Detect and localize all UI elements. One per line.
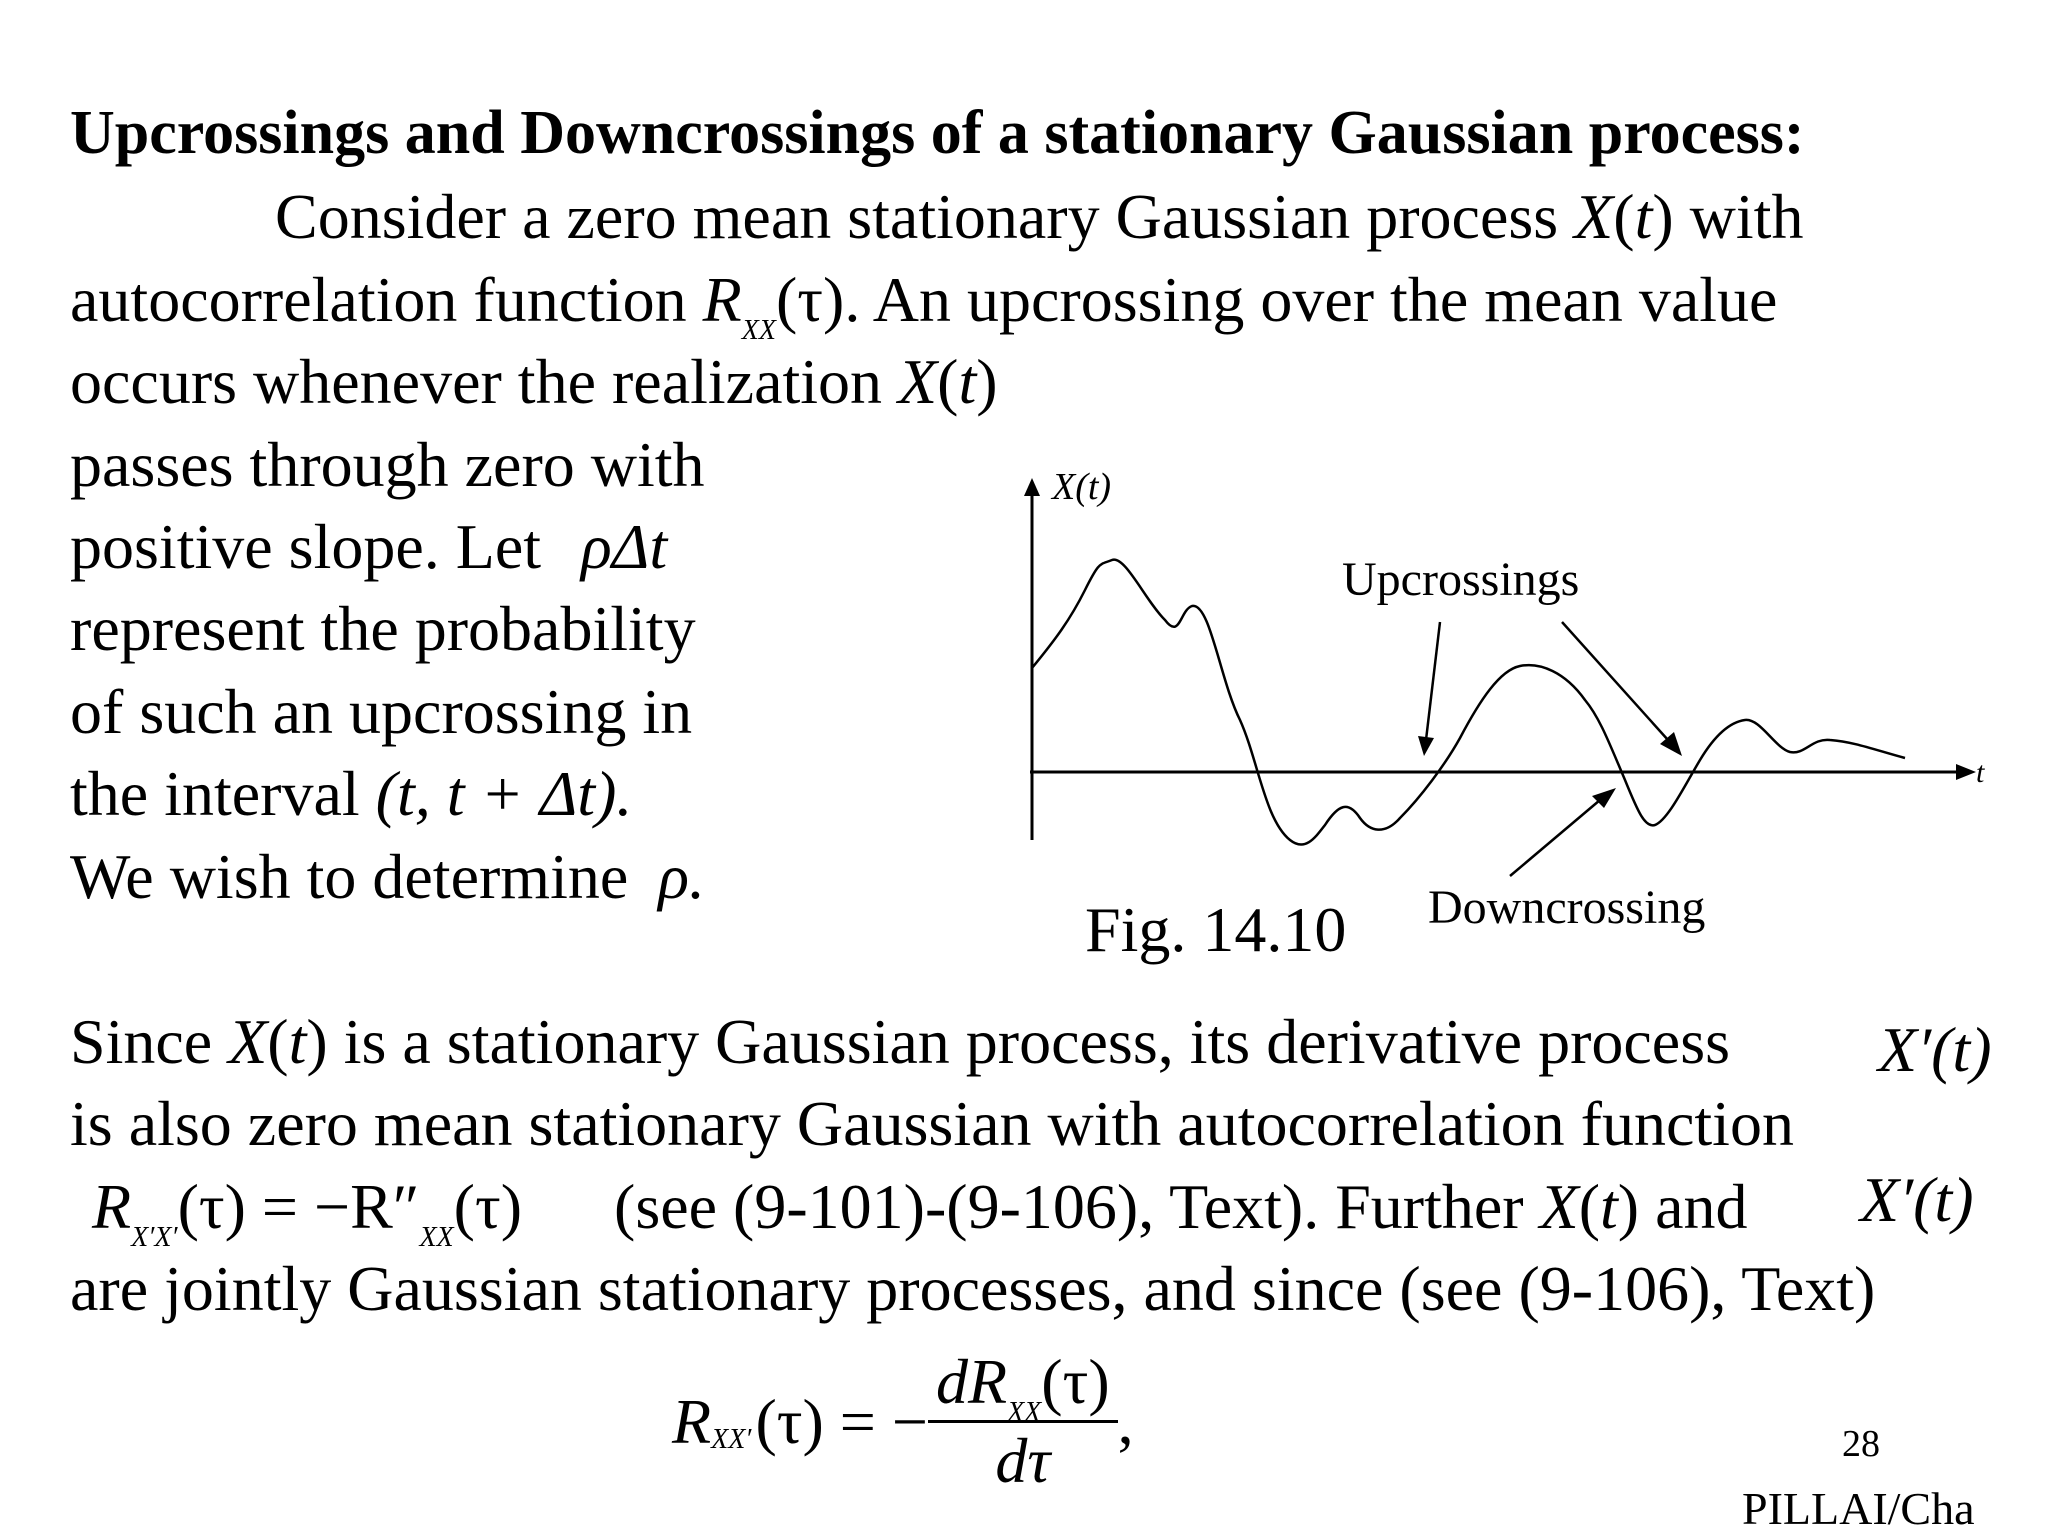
para1-line3-t: t xyxy=(958,346,977,417)
eq-lhs-tau: (τ) = − xyxy=(755,1385,928,1457)
equation xyxy=(672,1346,1134,1496)
eq-num-d: dR xyxy=(935,1346,1008,1417)
para2-line3-text-b: (see (9-101)-(9-106), Text). Further xyxy=(614,1171,1540,1242)
para2-line1-text-b: ) is a stationary Gaussian process, its derivative process xyxy=(306,1006,1730,1077)
x-axis-arrow-icon xyxy=(1956,764,1976,780)
x-axis-label: t xyxy=(1976,756,1985,789)
para2-mid: (τ) = −R″ xyxy=(177,1171,420,1242)
downcrossing-label: Downcrossing xyxy=(1428,881,1706,934)
upcrossing-pointer-2 xyxy=(1562,622,1668,740)
left-line1: passes through zero with xyxy=(70,429,705,500)
derivative-process-math: X′(t) xyxy=(1878,1014,1992,1085)
para1-line2-tau: (τ). xyxy=(775,264,861,335)
left-line5-text: the interval xyxy=(70,758,376,829)
para2-sub1: X′X′ xyxy=(131,1222,178,1253)
left-line2-text: positive slope. Let xyxy=(70,511,558,582)
para1-line2-R: R xyxy=(702,264,742,335)
para1-line1-text-a: Consider a zero mean stationary Gaussian process xyxy=(275,181,1575,252)
para2-line3-math xyxy=(92,1171,522,1253)
para2-line3-text-c: ) and xyxy=(1617,1171,1748,1242)
y-axis-arrow-icon xyxy=(1024,478,1040,496)
eq-lhs-R: R xyxy=(672,1385,712,1457)
upcrossing-pointer-1 xyxy=(1426,622,1440,740)
para1-line3-text-a: occurs whenever the realization xyxy=(70,346,899,417)
para2-line3-t: t xyxy=(1600,1171,1618,1242)
downcrossing-pointer xyxy=(1510,800,1600,876)
author-footer: PILLAI/Cha xyxy=(1742,1483,1975,1534)
rho-math: ρ. xyxy=(658,841,705,912)
para2-R: R xyxy=(92,1171,132,1242)
para2-line3-X: X xyxy=(1539,1171,1579,1242)
eq-trail: , xyxy=(1117,1385,1134,1457)
para1-line1-t: t xyxy=(1634,181,1653,252)
eq-numerator xyxy=(928,1346,1118,1428)
upcrossings-label: Upcrossings xyxy=(1342,553,1580,606)
para2-line4: are jointly Gaussian stationary processes, and since (see (9-106), Text) xyxy=(70,1253,1876,1324)
para1-line3-X: X xyxy=(898,346,938,417)
y-axis-label: X(t) xyxy=(1052,466,1112,508)
para2-line3-paren: ( xyxy=(1578,1171,1600,1242)
eq-denominator: dτ xyxy=(995,1425,1051,1496)
eq-lhs-sub: XX′ xyxy=(711,1423,752,1455)
para2-line2: is also zero mean stationary Gaussian with autocorrelation function xyxy=(70,1088,1794,1159)
para1-line3-text-b: ) xyxy=(976,346,998,417)
left-line6-text: We wish to determine xyxy=(70,841,645,912)
para2-line1 xyxy=(70,1006,1730,1077)
para2-line1-text-a: Since xyxy=(70,1006,229,1077)
page-number: 28 xyxy=(1842,1423,1880,1465)
left-line4: of such an upcrossing in xyxy=(70,676,693,747)
eq-num-sub: XX xyxy=(1007,1397,1042,1428)
para2-line1-X: X xyxy=(228,1006,268,1077)
rho-delta-t: ρΔt xyxy=(581,511,668,582)
upcrossing-arrow-1-icon xyxy=(1418,736,1434,756)
para1-line2-sub: XX xyxy=(741,315,776,346)
para1-line1-paren: ( xyxy=(1613,181,1635,252)
page-title: Upcrossings and Downcrossings of a stationary Gaussian process: xyxy=(70,99,1805,167)
para1-line3-paren: ( xyxy=(937,346,959,417)
eq-fraction xyxy=(928,1346,1118,1496)
figure-caption: Fig. 14.10 xyxy=(1085,894,1347,965)
para2-line1-paren: ( xyxy=(267,1006,289,1077)
para1-line2-text-b: An upcrossing over the mean value xyxy=(860,264,1778,335)
para2-tau: (τ) xyxy=(453,1171,522,1242)
para1-line2-text-a: autocorrelation function xyxy=(70,264,703,335)
derivative-process-math-2: X′(t) xyxy=(1860,1164,1974,1235)
para2-line1-t: t xyxy=(288,1006,307,1077)
para1-line1-X: X xyxy=(1574,181,1614,252)
left-line3: represent the probability xyxy=(70,593,696,664)
para1-line1-text-b: ) with xyxy=(1652,181,1804,252)
para2-line3 xyxy=(614,1171,1748,1242)
eq-num-tau: (τ) xyxy=(1041,1346,1110,1417)
interval-math: (t, t + Δt). xyxy=(375,758,633,829)
para2-sub2: XX xyxy=(419,1222,454,1253)
